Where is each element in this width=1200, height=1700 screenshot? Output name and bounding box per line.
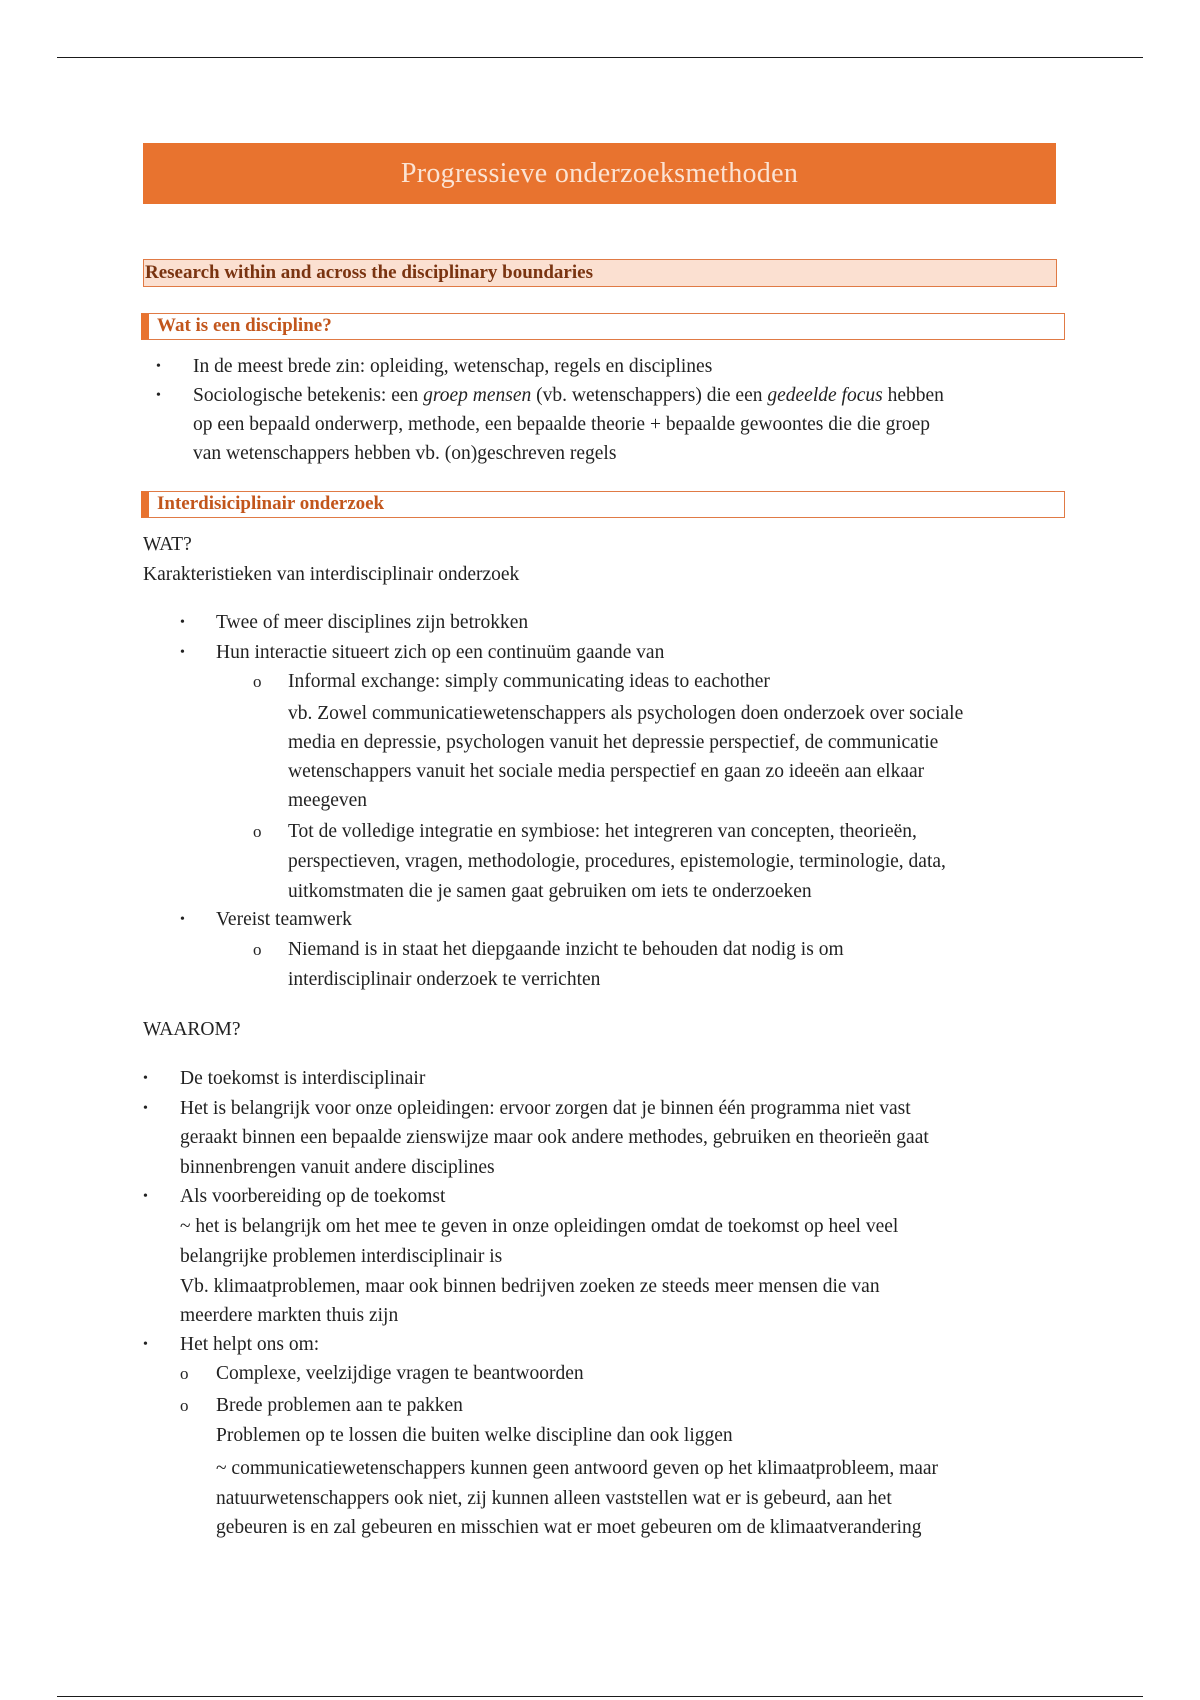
char-sub-bullet-informal: Informal exchange: simply communicating ideas to eachother [288,671,770,692]
header-rule [57,57,1143,58]
sub-bullet-marker: o [253,672,262,691]
heading-wat-is-discipline: Wat is een discipline? [141,313,1065,340]
char-sub-bullet-teamwork: Niemand is in staat het diepgaande inzicht te behouden dat nodig is om [288,939,844,960]
char-bullet-2: Hun interactie situeert zich op een continuüm gaande van [216,642,665,663]
discipline-bullet-2-line-2: op een bepaald onderwerp, methode, een bepaalde theorie + bepaalde gewoontes die die groep [193,414,931,435]
char-sub-bullet-informal-line-3: media en depressie, psychologen vanuit het depressie perspectief, de communicatie [288,732,939,753]
char-sub-bullet-informal-line-5: meegeven [288,790,368,811]
waarom-sub-bullet-broad-line-3: ~ communicatiewetenschappers kunnen geen antwoord geven op het klimaatprobleem, maar [216,1458,939,1479]
char-sub-bullet-informal-line-2: vb. Zowel communicatiewetenschappers als psychologen doen onderzoek over sociale [288,703,964,724]
document-title: Progressieve onderzoeksmethoden [143,143,1056,204]
char-sub-bullet-integration-line-2: perspectieven, vragen, methodologie, procedures, epistemologie, terminologie, data, [288,851,946,872]
sub-bullet-marker: o [253,822,262,841]
char-sub-bullet-integration-line-3: uitkomstmaten die je samen gaat gebruiken om iets te onderzoeken [288,881,812,902]
wat-label: WAT? [143,534,192,555]
char-sub-bullet-integration: Tot de volledige integratie en symbiose: het integreren van concepten, theorieën, [288,821,917,842]
waarom-bullet-2-line-3: binnenbrengen vanuit andere disciplines [180,1157,495,1178]
footer-rule [57,1696,1143,1697]
waarom-sub-bullet-broad-line-2: Problemen op te lossen die buiten welke discipline dan ook liggen [216,1425,733,1446]
bullet-marker: • [156,388,161,403]
bullet-marker: • [180,615,185,630]
char-bullet-3: Vereist teamwerk [216,909,352,930]
heading-research-boundaries: Research within and across the disciplinary boundaries [143,259,1057,287]
heading-interdisciplinair-onderzoek: Interdisiciplinair onderzoek [141,491,1065,518]
waarom-bullet-4: Het helpt ons om: [180,1334,320,1355]
bullet-marker: • [180,912,185,927]
char-sub-bullet-informal-line-4: wetenschappers vanuit het sociale media perspectief en gaan zo ideeën aan elkaar [288,761,925,782]
char-sub-bullet-teamwork-line-2: interdisciplinair onderzoek te verrichten [288,969,601,990]
bullet-marker: • [143,1101,148,1116]
waarom-bullet-3-line-2: ~ het is belangrijk om het mee te geven in onze opleidingen omdat de toekomst op heel veel [180,1216,899,1237]
waarom-bullet-3: Als voorbereiding op de toekomst [180,1186,446,1207]
bullet-marker: • [156,359,161,374]
characteristics-intro: Karakteristieken van interdisciplinair onderzoek [143,564,520,585]
discipline-bullet-2-line-3: van wetenschappers hebben vb. (on)geschreven regels [193,443,617,464]
waarom-bullet-1: De toekomst is interdisciplinair [180,1068,426,1089]
char-bullet-1: Twee of meer disciplines zijn betrokken [216,612,529,633]
waarom-sub-bullet-broad-line-4: natuurwetenschappers ook niet, zij kunnen alleen vaststellen wat er is gebeurd, aan het [216,1488,892,1509]
sub-bullet-marker: o [180,1364,189,1383]
sub-bullet-marker: o [253,940,262,959]
waarom-bullet-3-line-3: belangrijke problemen interdisciplinair is [180,1246,503,1267]
bullet-marker: • [143,1189,148,1204]
waarom-bullet-3-line-5: meerdere markten thuis zijn [180,1305,399,1326]
bullet-marker: • [143,1337,148,1352]
waarom-bullet-3-line-4: Vb. klimaatproblemen, maar ook binnen bedrijven zoeken ze steeds meer mensen die van [180,1276,880,1297]
waarom-bullet-2-line-2: geraakt binnen een bepaalde zienswijze maar ook andere methodes, gebruiken en theorieën gaat [180,1127,929,1148]
waarom-sub-bullet-complex: Complexe, veelzijdige vragen te beantwoorden [216,1363,584,1384]
waarom-sub-bullet-broad-line-5: gebeuren is en zal gebeuren en misschien wat er moet gebeuren om de klimaatverandering [216,1517,922,1538]
waarom-bullet-2: Het is belangrijk voor onze opleidingen: ervoor zorgen dat je binnen één programma niet vast [180,1098,911,1119]
discipline-bullet-2: Sociologische betekenis: een groep mensen (vb. wetenschappers) die een gedeelde focus hebben [193,385,944,406]
sub-bullet-marker: o [180,1396,189,1415]
waarom-label: WAAROM? [143,1019,241,1040]
discipline-bullet-1: In de meest brede zin: opleiding, wetenschap, regels en disciplines [193,356,713,377]
bullet-marker: • [143,1071,148,1086]
bullet-marker: • [180,645,185,660]
waarom-sub-bullet-broad: Brede problemen aan te pakken [216,1395,463,1416]
